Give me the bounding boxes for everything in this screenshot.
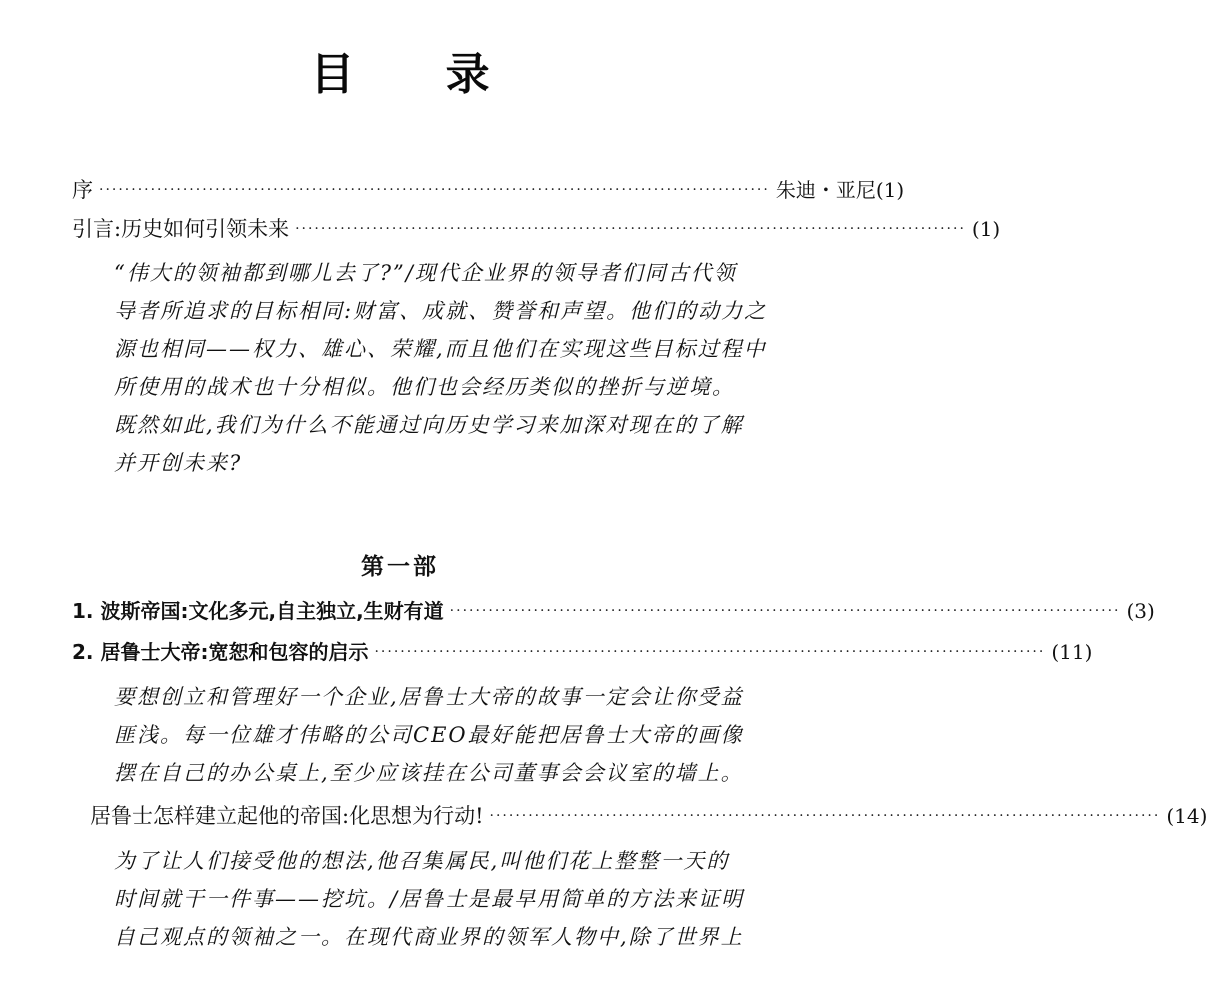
toc-entry-page: (1) — [971, 217, 1001, 241]
section-description — [114, 842, 745, 956]
description-line: 并开创未来? — [114, 451, 243, 475]
toc-entry-label: 引言:历史如何引领未来 — [72, 217, 290, 241]
description-line: 既然如此,我们为什么不能通过向历史学习来加深对现在的了解 — [114, 413, 744, 437]
leader-dots: ········································································································ — [489, 808, 1161, 824]
part-heading: 第一部 — [361, 554, 439, 580]
description-line: 所使用的战术也十分相似。他们也会经历类似的挫折与逆境。 — [114, 375, 735, 399]
intro-description — [114, 254, 768, 482]
page-title: 目 录 — [310, 49, 528, 100]
description-line: 时间就干一件事——挖坑。/居鲁士是最早用简单的方法来证明 — [114, 887, 745, 911]
toc-entry-chapter-1[interactable] — [72, 595, 1155, 629]
toc-entry-label: 居鲁士怎样建立起他的帝国:化思想为行动! — [90, 804, 484, 828]
toc-entry-label: 2. 居鲁士大帝:宽恕和包容的启示 — [72, 640, 369, 664]
toc-entry-label: 序 — [72, 178, 93, 202]
description-line: 摆在自己的办公桌上,至少应该挂在公司董事会会议室的墙上。 — [114, 761, 744, 785]
toc-entry-author-page: 朱迪・亚尼(1) — [775, 178, 905, 202]
toc-entry-chapter-2[interactable] — [72, 636, 1093, 670]
toc-entry-page: (3) — [1126, 599, 1155, 623]
leader-dots: ········································································································ — [374, 644, 1046, 660]
description-line: 要想创立和管理好一个企业,居鲁士大帝的故事一定会让你受益 — [114, 685, 744, 709]
description-line: 导者所追求的目标相同:财富、成就、赞誉和声望。他们的动力之 — [114, 299, 768, 323]
description-line: 自己观点的领袖之一。在现代商业界的领军人物中,除了世界上 — [114, 925, 744, 949]
leader-dots: ········································································································ — [295, 221, 966, 237]
toc-entry-label: 1. 波斯帝国:文化多元,自主独立,生财有道 — [72, 599, 444, 623]
leader-dots: ········································································································ — [449, 603, 1121, 619]
description-line: 源也相同——权力、雄心、荣耀,而且他们在实现这些目标过程中 — [114, 337, 767, 361]
toc-entry-section[interactable] — [90, 800, 1207, 834]
description-line: “伟大的领袖都到哪儿去了?”/现代企业界的领导者们同古代领 — [114, 261, 737, 285]
chapter-2-description — [114, 678, 744, 792]
leader-dots: ········································································································ — [99, 182, 770, 198]
toc-entry-page: (14) — [1166, 804, 1207, 828]
description-line: 匪浅。每一位雄才伟略的公司CEO最好能把居鲁士大帝的画像 — [114, 723, 744, 747]
toc-entry-intro[interactable] — [72, 213, 1001, 247]
description-line: 为了让人们接受他的想法,他召集属民,叫他们花上整整一天的 — [114, 849, 730, 873]
toc-entry-preface[interactable] — [72, 174, 905, 208]
toc-entry-page: (11) — [1051, 640, 1093, 664]
